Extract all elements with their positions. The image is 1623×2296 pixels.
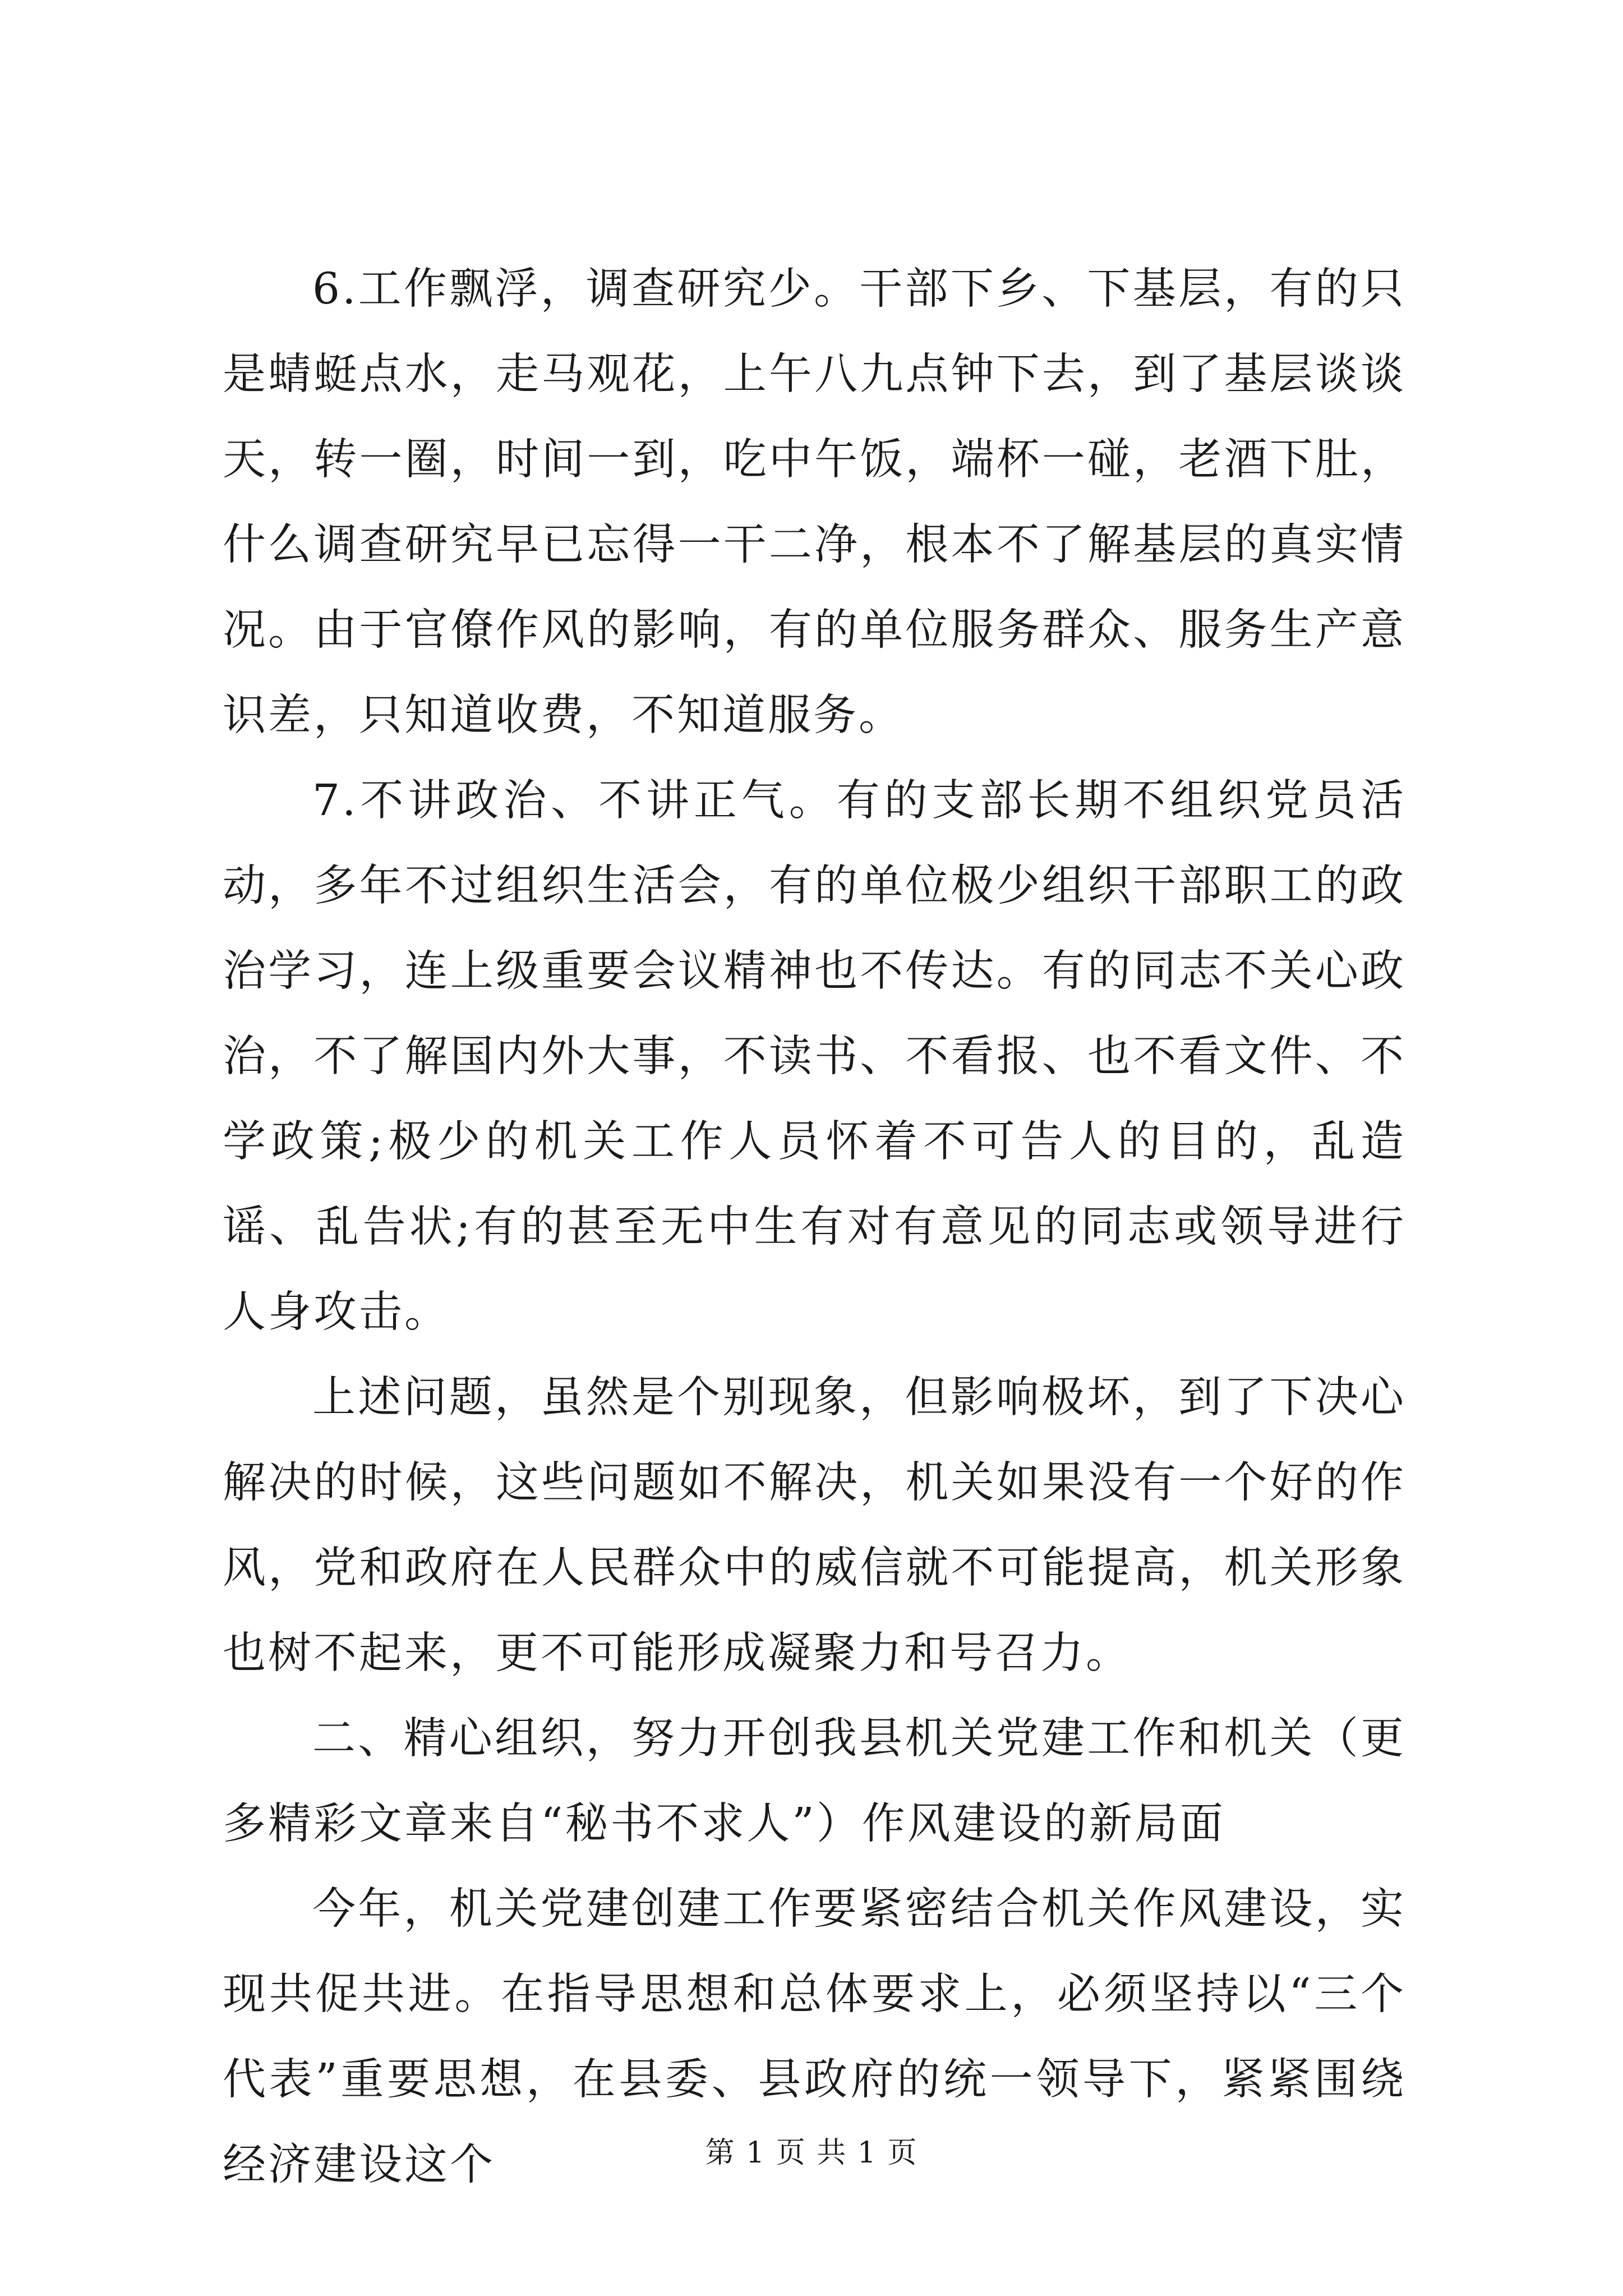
paragraph-item-7: 7.不讲政治、不讲正气。有的支部长期不组织党员活动，多年不过组织生活会，有的单位极少组织干部职工的政治学习，连上级重要会议精神也不传达。有的同志不关心政治，不了解国内外大事，不读书、不看报、也不看文件、不学政策;极少的机关工作人员怀着不可告人的目的，乱造谣、乱告状;有的甚至无中生有对有意见的同志或领导进行人身攻击。 — [223, 776, 1406, 1337]
section-heading-2: 二、精心组织，努力开创我县机关党建工作和机关（更多精彩文章来自“秘书不求人”）作风建设的新局面 — [223, 1714, 1406, 1849]
page-number-footer: 第 1 页 共 1 页 — [705, 2136, 918, 2170]
paragraph-summary: 上述问题，虽然是个别现象，但影响极坏，到了下决心解决的时候，这些问题如不解决，机关如果没有一个好的作风，党和政府在人民群众中的威信就不可能提高，机关形象也树不起来，更不可能形成凝聚力和号召力。 — [223, 1373, 1406, 1678]
paragraph-this-year: 今年，机关党建创建工作要紧密结合机关作风建设，实现共促共进。在指导思想和总体要求上，必须坚持以“三个代表”重要思想，在县委、县政府的统一领导下，紧紧围绕经济建设这个 — [223, 1884, 1406, 2190]
document-body — [223, 247, 1406, 2208]
paragraph-item-6: 6.工作飘浮，调查研究少。干部下乡、下基层，有的只是蜻蜓点水，走马观花，上午八九点钟下去，到了基层谈谈天，转一圈，时间一到，吃中午饭，端杯一碰，老酒下肚，什么调查研究早已忘得一干二净，根本不了解基层的真实情况。由于官僚作风的影响，有的单位服务群众、服务生产意识差，只知道收费，不知道服务。 — [223, 264, 1406, 740]
